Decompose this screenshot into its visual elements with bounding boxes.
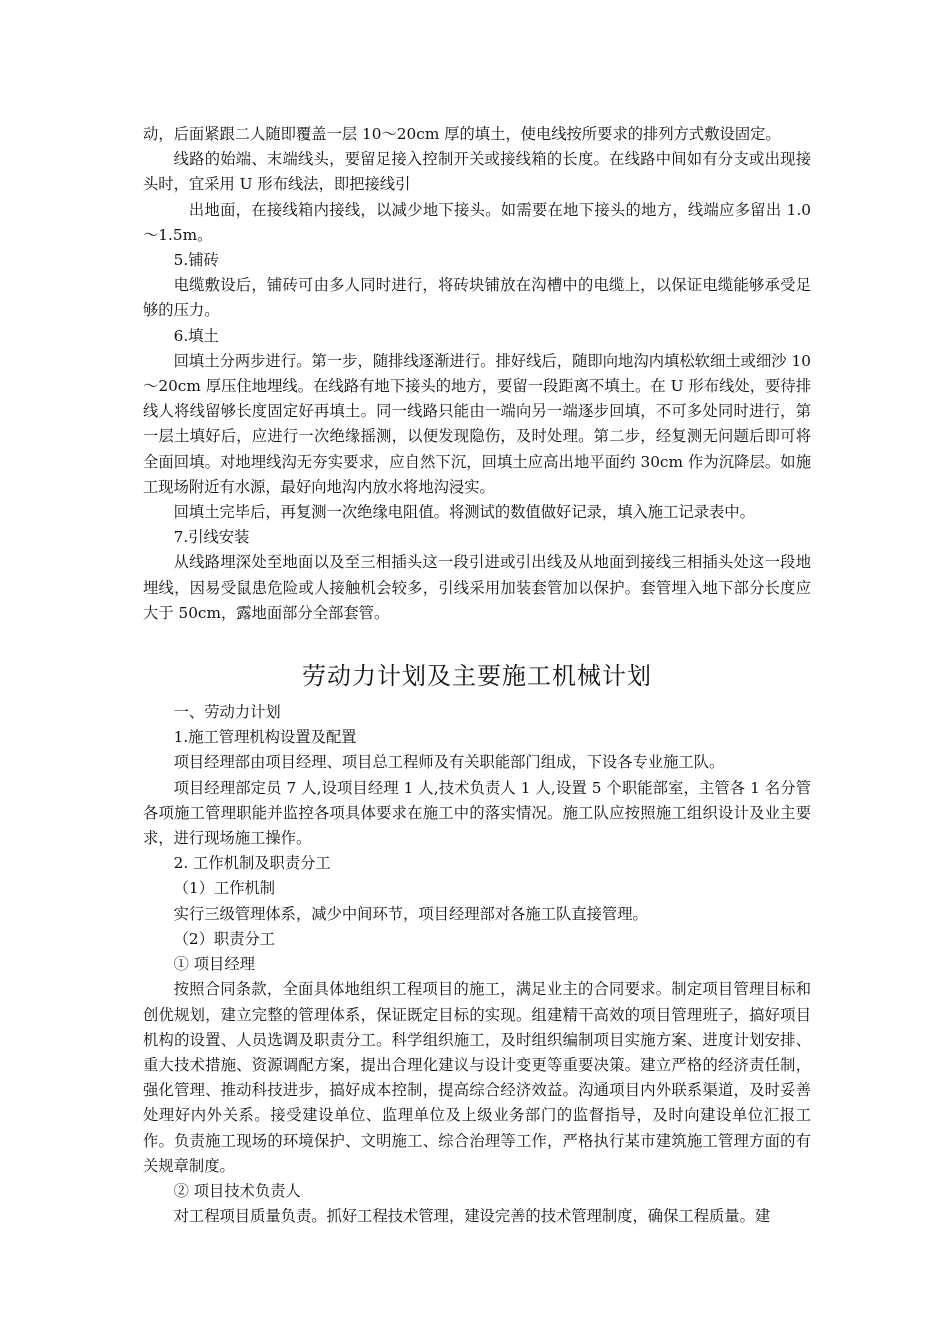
subheading-work-mechanism: 2. 工作机制及职责分工 [173,854,331,873]
paragraph: 出地面，在接线箱内接线，以减少地下接头。如需要在地下接头的地方，线端应多留出 1.0～1.5m。 [143,200,811,244]
paragraph: 线路的始端、末端线头，要留足接入控制开关或接线箱的长度。在线路中间如有分支或出现接头时，宜采用 U 形布线法，即把接线引 [143,150,811,194]
section-title: 劳动力计划及主要施工机械计划 [302,662,652,691]
paragraph: 动，后面紧跟二人随即覆盖一层 10～20cm 厚的填土，使电线按所要求的排列方式敷设固定。 [143,125,781,143]
subheading-5: 5.铺砖 [173,251,219,270]
subheading-6: 6.填土 [173,326,219,345]
subheading-tech-lead: ② 项目技术负责人 [173,1181,301,1200]
paragraph: 按照合同条款，全面具体地组织工程项目的施工，满足业主的合同要求。制定项目管理目标和创优规划，建立完整的管理体系，保证既定目标的实现。组建精干高效的项目管理班子，搞好项目机构的设置、人员选调及职责分工。科学组织施工，及时组织编制项目实施方案、进度计划安排、重大技术措施、资源调配方案，提出合理化建议与设计变更等重要决策。建立严格的经济责任制，强化管理、推动科技进步，搞好成本控制，提高综合经济效益。沟通项目内外联系渠道，及时妥善处理好内外关系。接受建设单位、监理单位及上级业务部门的监督指导，及时向建设单位汇报工作。负责施工现场的环境保护、文明施工、综合治理等工作，严格执行某市建筑施工管理方面的有关规章制度。 [143,980,811,1175]
document-page [143,122,811,1229]
subheading-org-setup: 1.施工管理机构设置及配置 [173,728,357,747]
heading-labor-plan: 一、劳动力计划 [173,703,281,722]
paragraph: 实行三级管理体系，减少中间环节，项目经理部对各施工队直接管理。 [173,904,648,923]
subheading-7: 7.引线安装 [173,528,250,547]
subheading-project-manager: ① 项目经理 [173,955,255,974]
paragraph: 回填土分两步进行。第一步，随排线逐渐进行。排好线后，随即向地沟内填松软细土或细沙 10～20cm 厚压住地埋线。在线路有地下接头的地方，要留一段距离不填土。在 U 形布线处，要待排线人将线留够长度固定好再填土。同一线路只能由一端向另一端逐步回填，不可多处同时进行，第一层土填好后，应进行一次绝缘摇测，以便发现隐伤，及时处理。第二步，经复测无问题后即可将全面回填。对地埋线沟无夯实要求，应自然下沉，回填土应高出地平面约 30cm 作为沉降层。如施工现场附近有水源，最好向地沟内放水将地沟浸实。 [143,351,811,496]
paragraph: 项目经理部定员 7 人,设项目经理 1 人,技术负责人 1 人,设置 5 个职能部室，主管各 1 名分管各项施工管理职能并监控各项具体要求在施工中的落实情况。施工队应按照施工组织设计及业主要求，进行现场施工操作。 [143,778,811,848]
paragraph: 对工程项目质量负责。抓好工程技术管理，建设完善的技术管理制度，确保工程质量。建 [173,1207,771,1226]
paragraph: 回填土完毕后，再复测一次绝缘电阻值。将测试的数值做好记录，填入施工记录表中。 [173,503,755,522]
paragraph: 从线路埋深处至地面以及至三相插头这一段引进或引出线及从地面到接线三相插头处这一段地埋线，因易受鼠患危险或人接触机会较多，引线采用加装套管加以保护。套管埋入地下部分长度应大于 50cm，露地面部分全部套管。 [143,553,811,622]
subheading-mechanism-1: （1）工作机制 [173,879,276,898]
paragraph: 项目经理部由项目经理、项目总工程师及有关职能部门组成，下设各专业施工队。 [173,753,725,772]
subheading-duties-2: （2）职责分工 [173,929,276,948]
paragraph: 电缆敷设后，铺砖可由多人同时进行，将砖块铺放在沟槽中的电缆上，以保证电缆能够承受足够的压力。 [143,276,811,320]
